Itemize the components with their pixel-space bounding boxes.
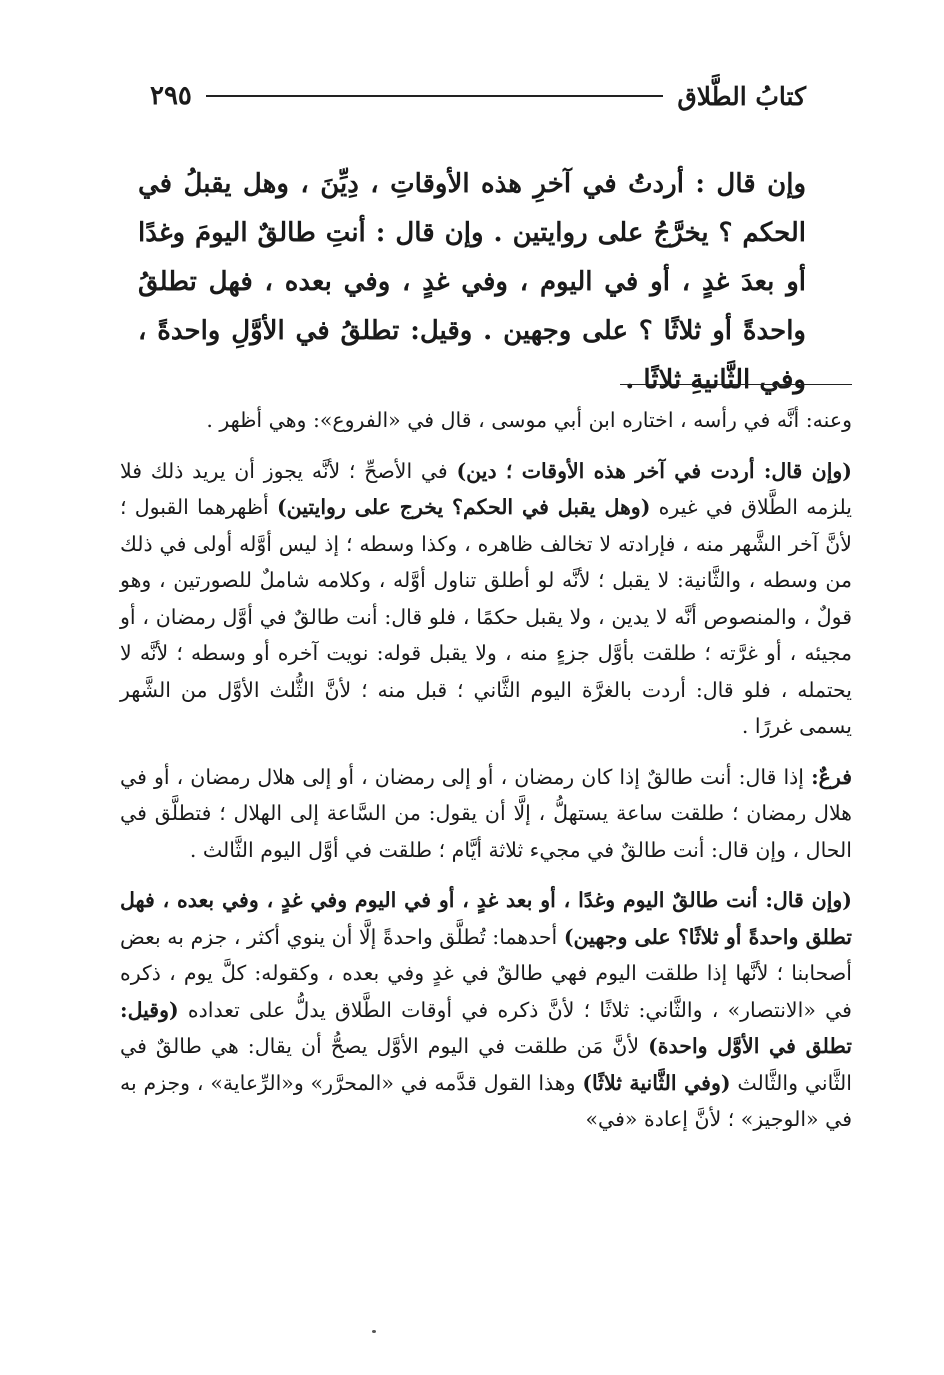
commentary <box>120 402 852 1138</box>
commentary-paragraph-1 <box>120 402 852 439</box>
page-header <box>150 74 806 118</box>
matn-text <box>138 160 806 405</box>
commentary-text: لأنَّ مَن طلقت في اليوم الأوَّل يصحُّ أن يقال: هي طالقٌ في الثَّاني والثَّالث <box>120 1034 852 1095</box>
matn-quote: (وإن قال: أردت في آخر هذه الأوقات ؛ دين) <box>456 458 853 483</box>
commentary-paragraph-3 <box>120 759 852 869</box>
commentary-text: وهذا القول قدَّمه في «المحرَّر» و«الرِّعاية» ، وجزم به في «الوجيز» ؛ لأنَّ إعادة «في» <box>120 1070 852 1131</box>
header-rule <box>206 95 663 97</box>
footnote-divider <box>620 384 852 385</box>
matn-quote: (وفي الثَّانية ثلاثًا) <box>582 1070 731 1095</box>
running-title: كتابُ الطَّلاق <box>677 81 806 111</box>
matn-quote: (وإن قال: أنت طالقٌ اليوم وغدًا ، أو بعد غدٍ ، أو في اليوم وفي غدٍ ، وفي بعده ، فهل تطلق واحدةً أو ثلاثًا؟ على وجهين) <box>120 888 852 949</box>
page-number: ٢٩٥ <box>150 81 192 111</box>
commentary-text: في الأصحِّ ؛ لأنَّه يجوز أن يريد ذلك فلا يلزمه الطَّلاق في غيره <box>120 458 852 519</box>
matn-quote: (وهل يقبل في الحكم؟ يخرج على روايتين) <box>276 495 651 519</box>
branch-label: فرعٌ: <box>811 764 852 789</box>
print-speck <box>372 1330 376 1333</box>
matn-quote: (وقيل: تطلق في الأوَّل واحدة) <box>120 997 852 1058</box>
commentary-paragraph-2 <box>120 453 852 745</box>
matn-paragraph: وإن قال : أردتُ في آخرِ هذه الأوقاتِ ، دِيِّنَ ، وهل يقبلُ في الحكم ؟ يخرَّجُ على روايتين . وإن قال : أنتِ طالقٌ اليومَ وغدًا أو بعدَ غدٍ ، أو في اليوم ، وفي غدٍ ، وفي بعده ، فهل تطلقُ واحدةً أو ثلاثًا ؟ على وجهين . وقيل: تطلقُ في الأوَّلِ واحدةً ، وفي الثَّانيةِ ثلاثًا . <box>138 169 806 395</box>
commentary-text: أحدهما: تُطلَّق واحدةً إلَّا أن ينوي أكثر ، جزم به بعض أصحابنا ؛ لأنَّها إذا طلقت اليوم فهي طالقٌ في غدٍ وفي بعده ، وكقوله: كلَّ يوم ، ذكره في «الانتصار» ، والثَّاني: ثلاثًا ؛ لأنَّ ذكره في أوقات الطَّلاق يدلُّ على تعداده <box>120 924 852 1022</box>
commentary-text: إذا قال: أنت طالقٌ إذا كان رمضان ، أو إلى رمضان ، أو إلى هلال رمضان ، أو في هلال رمضان ؛ طلقت ساعة يستهلُّ ، إلَّا أن يقول: من السَّاعة إلى الهلال ؛ فتطلَّق في الحال ، وإن قال: أنت طالقٌ في مجيء ثلاثة أيَّام ؛ طلقت في أوَّل اليوم الثَّالث . <box>120 764 852 862</box>
commentary-text: أظهرهما القبول ؛ لأنَّ آخر الشَّهر منه ، فإرادته لا تخالف ظاهره ، وكذا وسطه ؛ إذ ليس أوَّله أولى في ذلك من وسطه ، والثَّانية: لا يقبل ؛ لأنَّه لو أطلق تناول أوَّله ، وكلامه شاملٌ للصورتين ، وهو قولٌ ، والمنصوص أنَّه لا يدين ، ولا يقبل حكمًا ، فلو قال: أنت طالقٌ في أوَّل رمضان ، أو مجيئه ، أو غرَّته ؛ طلقت بأوَّل جزءٍ منه ، ولا يقبل قوله: نويت آخره أو وسطه ؛ لأنَّه لا يحتمله ، فلو قال: أردت بالغرَّة اليوم الثَّاني ؛ قبل منه ؛ لأنَّ الثُّلث الأوَّل من الشَّهر يسمى غررًا . <box>120 495 852 738</box>
commentary-paragraph-4 <box>120 882 852 1138</box>
commentary-text: وعنه: أنَّه في رأسه ، اختاره ابن أبي موسى ، قال في «الفروع»: وهي أظهر . <box>206 408 852 432</box>
